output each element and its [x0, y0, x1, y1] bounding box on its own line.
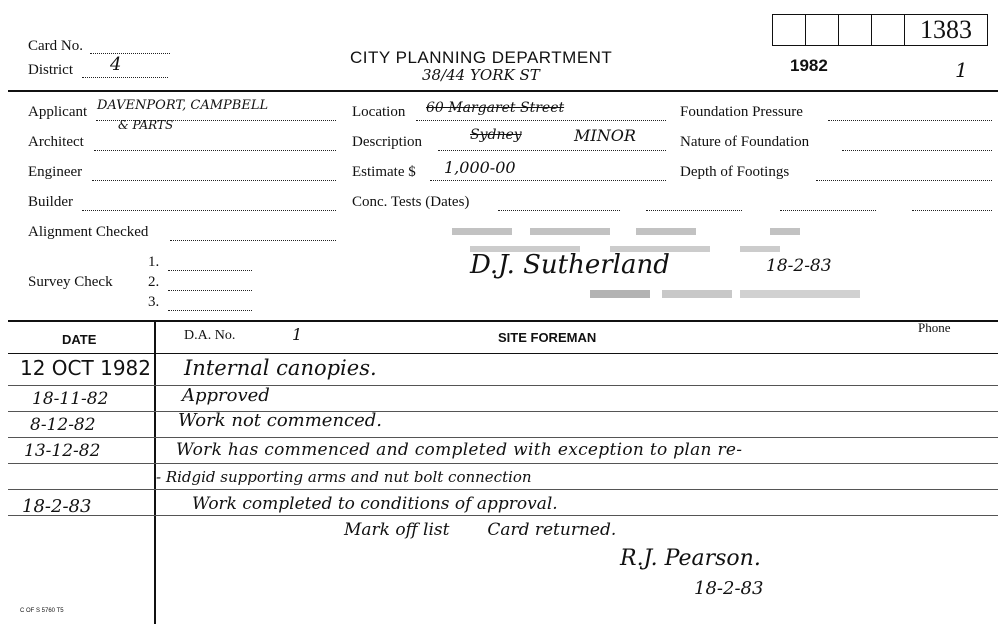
location-struck-value: 60 Margaret Street — [426, 100, 565, 116]
row-rule — [8, 463, 998, 464]
entry-text: - Ridgid supporting arms and nut bolt connection — [156, 468, 532, 486]
estimate-line — [430, 180, 666, 181]
signature-date: 18-2-83 — [766, 256, 832, 276]
entry-date: 12 OCT 1982 — [20, 356, 151, 380]
applicant-label: Applicant — [28, 104, 88, 120]
district-line — [82, 77, 168, 78]
entry-text: Mark off list Card returned. — [344, 520, 617, 540]
da-no-label: D.A. No. — [184, 328, 236, 343]
conc-line-2 — [646, 210, 742, 211]
depth-footings-line — [816, 180, 992, 181]
survey-3-line — [168, 310, 252, 311]
signoff-signature: R.J. Pearson. — [620, 546, 761, 571]
card-number-boxes — [772, 14, 988, 46]
engineer-line — [92, 180, 336, 181]
row-rule — [8, 385, 998, 386]
foundation-pressure-line — [828, 120, 992, 121]
address: 38/44 YORK ST — [422, 66, 540, 84]
survey-label: Survey Check — [28, 274, 113, 290]
alignment-line — [170, 240, 336, 241]
survey-1-line — [168, 270, 252, 271]
sheet-number: 1 — [955, 58, 968, 82]
log-header-divider — [8, 353, 998, 354]
entry-date: 18-11-82 — [32, 389, 109, 409]
signature: D.J. Sutherland — [470, 250, 670, 280]
entry-text: Work not commenced. — [178, 410, 383, 431]
survey-3-label: 3. — [148, 294, 160, 310]
year: 1982 — [790, 56, 828, 75]
nature-foundation-label: Nature of Foundation — [680, 134, 810, 150]
entry-text: Work completed to conditions of approval. — [192, 494, 558, 514]
row-rule — [8, 515, 998, 516]
conc-line-3 — [780, 210, 876, 211]
description-label: Description — [352, 134, 422, 150]
entry-text: Internal canopies. — [184, 356, 377, 380]
row-rule — [8, 411, 998, 412]
district-value: 4 — [110, 54, 122, 75]
entry-date: 8-12-82 — [30, 415, 96, 435]
entry-text: Work has commenced and completed with exception to plan re- — [176, 440, 743, 460]
signoff-date: 18-2-83 — [694, 578, 764, 599]
depth-footings-label: Depth of Footings — [680, 164, 790, 180]
conc-line-4 — [912, 210, 992, 211]
alignment-label: Alignment Checked — [28, 224, 149, 240]
row-rule — [8, 437, 998, 438]
row-rule — [8, 489, 998, 490]
description-struck-value: Sydney — [470, 127, 522, 143]
location-label: Location — [352, 104, 406, 120]
card-number-cell — [871, 14, 904, 46]
applicant-value: DAVENPORT, CAMPBELL — [97, 98, 269, 113]
nature-foundation-line — [842, 150, 992, 151]
date-header: DATE — [62, 332, 97, 347]
district-label: District — [28, 62, 73, 78]
foundation-pressure-label: Foundation Pressure — [680, 104, 803, 120]
architect-label: Architect — [28, 134, 84, 150]
estimate-label: Estimate $ — [352, 164, 416, 180]
survey-2-line — [168, 290, 252, 291]
description-line — [438, 150, 666, 151]
site-foreman-header: SITE FOREMAN — [498, 330, 597, 345]
da-no-value: 1 — [292, 325, 303, 344]
entry-date: 13-12-82 — [24, 441, 101, 461]
log-top-divider — [8, 320, 998, 322]
card-number-cell — [838, 14, 871, 46]
form-code: C OF S 5760 T5 — [20, 608, 64, 614]
card-no-line — [90, 53, 170, 54]
builder-label: Builder — [28, 194, 73, 210]
engineer-label: Engineer — [28, 164, 83, 180]
entry-date: 18-2-83 — [22, 496, 92, 517]
card-no-label: Card No. — [28, 38, 83, 54]
description-value: MINOR — [574, 126, 636, 145]
survey-1-label: 1. — [148, 254, 160, 270]
card-number: 1383 — [904, 14, 988, 46]
builder-line — [82, 210, 336, 211]
department-title: CITY PLANNING DEPARTMENT — [350, 48, 613, 67]
phone-header: Phone — [918, 320, 951, 335]
architect-line — [94, 150, 336, 151]
applicant-value-2: & PARTS — [118, 118, 174, 132]
survey-2-label: 2. — [148, 274, 160, 290]
entry-text: Approved — [182, 385, 270, 406]
card-number-cell — [772, 14, 805, 46]
estimate-value: 1,000-00 — [444, 158, 516, 177]
location-line — [416, 120, 666, 121]
card-number-cell — [805, 14, 838, 46]
top-divider — [8, 90, 998, 92]
conc-tests-label: Conc. Tests (Dates) — [352, 194, 470, 210]
conc-line-1 — [498, 210, 620, 211]
